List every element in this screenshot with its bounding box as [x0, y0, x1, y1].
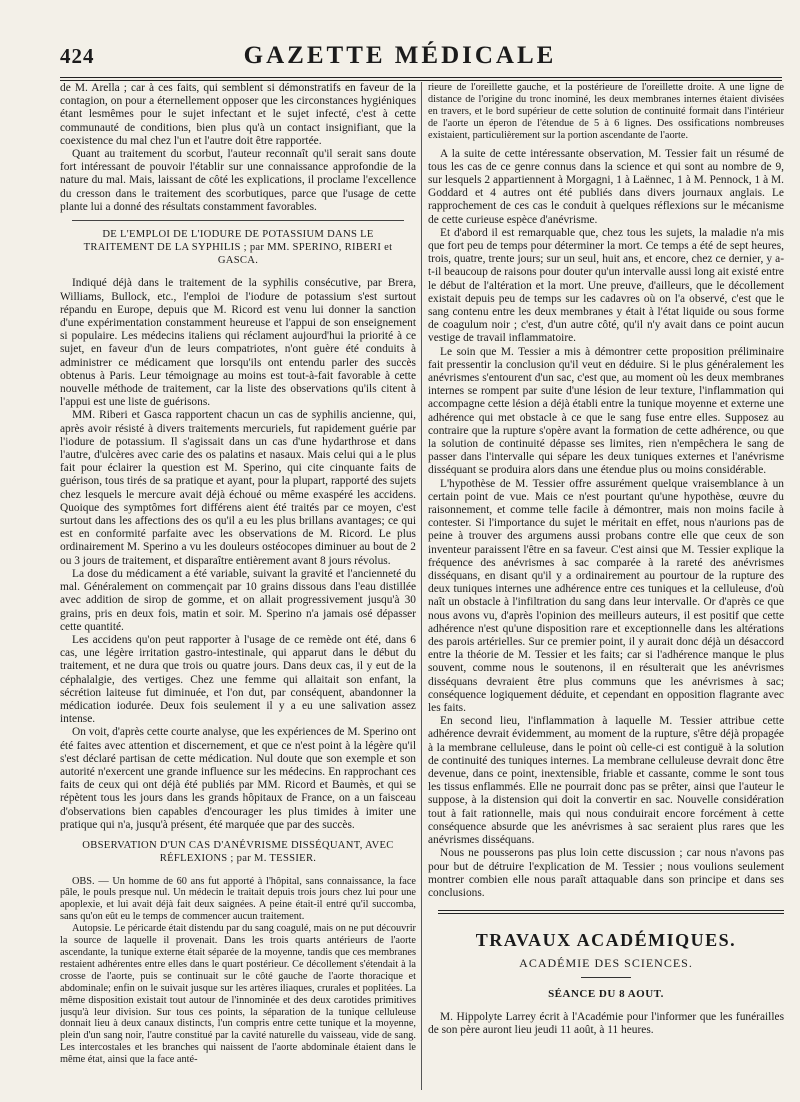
autopsy-paragraph: Autopsie. Le péricarde était distendu par du sang coagulé, mais on ne put découvrir la source de laquelle il provenait. Dans les trois quarts antérieurs de l'aorte ascendante, la tunique externe était séparée de la moyenne, tandis que ces membranes restaient adhérentes entre elles dans le quart postérieur. Ce décollement s'étendait à la crosse de l'aorte, puis se continuait sur le côté gauche de l'aorte thoracique et abdominale; enfin on le suivait jusque sur les artères iliaques, crurales et poplitées. La même disposition existait tout autour de l'innominée et des deux carotides primitives jusqu'à leur division. Sur tous ces points, la séparation de la tunique celluleuse donnait lieu à deux canaux distincts, l'un compris entre cette tunique et la moyenne, plein d'un sang noir, l'autre constitué par la cavité naturelle du vaisseau, vide de sang. Les intercostales et les branches qui naissent de l'aorte abdominale étaient dans le même état, ainsi que la face anté- — [60, 923, 416, 1066]
paragraph: En second lieu, l'inflammation à laquelle M. Tessier attribue cette adhérence devrait évidemment, au moment de la rupture, s'être déjà propagée à la membrane celluleuse, dans le point où celle-ci est contiguë à la solution de continuité des tuniques internes. La membrane celluleuse devrait donc être devenue, dans ce point, inextensible, friable et cassante, comme le sont tous les tissus enflammés. Elle ne pourrait donc pas se prêter, ainsi que l'auteur le suppose, à la distension qui doit la convertir en sac. Nouvelle considération tout à fait rationnelle, mais qui nous conduirait encore forcément à cette conséquence absurde que les anévrismes à sac seraient plus rares que les anévrismes disséquans. — [428, 715, 784, 847]
short-divider — [581, 977, 631, 978]
journal-title: GAZETTE MÉDICALE — [243, 42, 557, 69]
right-column — [428, 82, 784, 1090]
section-title-iodure: DE L'EMPLOI DE L'IODURE DE POTASSIUM DANS LE TRAITEMENT DE LA SYPHILIS ; par MM. SPERINO, RIBERI et GASCA. — [83, 229, 393, 266]
column-divider — [421, 82, 422, 1090]
page-number: 424 — [60, 44, 95, 68]
section-divider — [72, 220, 404, 221]
paragraph: MM. Riberi et Gasca rapportent chacun un cas de syphilis ancienne, qui, après avoir résisté à divers traitements mercuriels, fut rapidement guérie par l'iodure de potassium. Il s'agissait dans un cas d'une hydarthrose et dans l'autre, d'ulcères avec carie des os palatins et nasaux. Mais celui qui a le plus fait pour éclairer la question est M. Sperino, qui cite cinquante faits de guérison, tous tirés de sa pratique et ayant, pour la plupart, rapporté des sujets chez lesquels le mercure avait déjà échoué ou même exaspéré les accidens. Quoique des symptômes fort différens aient été traités par ce moyen, c'est surtout dans les affections des os qu'il a eu les plus brillans avantages; ce qui est en conformité parfaite avec les observations de M. Ricord. Le plus ordinairement M. Sperino a vu les douleurs ostéocopes diminuer au bout de 2 ou 3 jours de traitement, et disparaître entièrement avant 8 jours révolus. — [60, 409, 416, 567]
academic-section-title: TRAVAUX ACADÉMIQUES. — [475, 930, 737, 951]
paragraph: Indiqué déjà dans le traitement de la syphilis consécutive, par Brera, Williams, Bullock, etc., l'emploi de l'iodure de potassium s'est surtout répandu en Europe, depuis que M. Ricord est venu lui donner la sanction d'une expérimentation constamment heureuse et l'appui de son enseignement si populaire. Les médecins italiens qui réclament aujourd'hui la priorité à ce sujet, en faveur d'un de leurs compatriotes, n'ont guère été conduits à administrer ce médicament que lorsqu'ils ont entendu parler des succès obtenus à Paris. Leur témoignage au moins est tout-à-fait favorable à cette nouvelle méthode de traitement, car la liste des observations qu'ils citent à l'appui est une liste de guérisons. — [60, 277, 416, 409]
section-double-rule — [438, 910, 784, 914]
paragraph: La dose du médicament a été variable, suivant la gravité et l'ancienneté du mal. Généralement on commençait par 10 grains dissous dans l'eau distillée avec addition de sirop de gomme, et on allait progressivement jusqu'à 30 grains, pris en deux fois, matin et soir. M. Sperino n'a jamais osé dépasser cette quantité. — [60, 567, 416, 633]
observation-paragraph: OBS. — Un homme de 60 ans fut apporté à l'hôpital, sans connaissance, la face pâle, le pouls presque nul. Un médecin le traitait depuis trois jours chez lui pour une apoplexie, et lui avait déjà fait deux saignées. A peine était-il entré qu'il succomba, sans qu'on eût eu le temps de commencer aucun traitement. — [60, 875, 416, 923]
left-column — [60, 82, 416, 1090]
paragraph: Nous ne pousserons pas plus loin cette discussion ; car nous n'avons pas pour but de détruire l'explication de M. Tessier ; nous voulions seulement montrer combien elle nous paraît attaquable dans son principe et dans ses conclusions. — [428, 847, 784, 899]
paragraph: L'hypothèse de M. Tessier offre assurément quelque vraisemblance à un certain point de vue. Mais ce n'est pourtant qu'une hypothèse, œuvre du raisonnement, et comme telle facile à démontrer, mais non moins facile à contester. Si l'importance du sujet le méritait en effet, nous n'aurions pas de peine à trouver des argumens aussi probans contre elle que ceux de son inventeur paraissent l'être en sa faveur. C'est ainsi que M. Tessier explique la fréquence des anévrismes à sac comparée à la rareté des anévrismes disséquans, en disant qu'il y a ordinairement au pourtour de la rupture des deux tuniques internes une adhérence entre ces tuniques et la celluleuse, d'où naît un obstacle à l'infiltration du sang dans leur intervalle. Or d'après ce que nous avons vu, d'après l'opinion des meilleurs auteurs, il est positif que cette adhérence n'est qu'une disposition rare et exceptionnelle dans les altérations des parois artérielles. Sur ce premier point, il y aurait donc déjà un désaccord entre la théorie de M. Tessier et les faits; car si l'adhérence manque le plus souvent, comme nous le soutenons, il en résulterait que les anévrismes disséquans devraient être plus communs que les anévrismes à sac; conséquence logiquement déduite, et cependant en opposition flagrante avec les faits. — [428, 477, 784, 715]
session-date: SÉANCE DU 8 AOUT. — [548, 987, 664, 1000]
paragraph: Le soin que M. Tessier a mis à démontrer cette proposition préliminaire fait pressentir la conclusion qu'il veut en déduire. Si le plus généralement les anévrismes s'entourent d'un sac, c'est que, au moment où les deux membranes internes se rompent par suite d'une lésion de leur texture, l'inflammation qui accompagne cette lésion a déjà établi entre la tunique moyenne et externe une adhérence qui met obstacle à ce que le sang fuse entre elles. Supposez au contraire que la rupture s'opère avant la formation de cette adhérence, ou que la solution de continuité dépasse ses limites, rien n'empêchera le sang de passer dans l'intervalle qui sépare les deux tuniques externes et l'anévrisme disséquant se produira alors dans une étendue plus ou moins considérable. — [428, 345, 784, 477]
paragraph: M. Hippolyte Larrey écrit à l'Académie pour l'informer que les funérailles de son père auront lieu jeudi 11 août, à 11 heures. — [428, 1010, 784, 1036]
header-rule — [60, 77, 782, 81]
section-title-anevrisme: OBSERVATION D'UN CAS D'ANÉVRISME DISSÉQUANT, AVEC RÉFLEXIONS ; par M. TESSIER. — [82, 839, 394, 864]
paragraph: Quant au traitement du scorbut, l'auteur reconnaît qu'il serait sans doute fort intéressant de pouvoir l'établir sur une connaissance approfondie de la nature du mal. Mais, laissant de côté les explications, il proclame l'excellence du cresson dans le traitement des scorbutiques, parce que l'usage de cette plante lui a donné des résultats constamment favorables. — [60, 148, 416, 213]
paragraph: rieure de l'oreillette gauche, et la postérieure de l'oreillette droite. A une ligne de distance de l'origine du tronc inominé, les deux membranes internes étaient divisées en travers, et le bord supérieur de cette solution de continuité formait dans l'intérieur de l'aorte un éperon de l'étendue de 5 à 6 lignes. Des ossifications nombreuses existaient, particulièrement sur la portion ascendante de l'aorte. — [428, 82, 784, 141]
paragraph: Les accidens qu'on peut rapporter à l'usage de ce remède ont été, dans 6 cas, une légère irritation gastro-intestinale, qui apparut dans le début du traitement, et ne dura que trois ou quatre jours. Dans deux cas, il y eut de la céphalalgie, des vertiges. Chez une femme qui allaitait son enfant, la sécrétion laiteuse fut diminuée, et l'on dut, par conséquent, abandonner la médication iodurée. Deux fois seulement il y a eu une salivation assez intense. — [60, 633, 416, 726]
paragraph: A la suite de cette intéressante observation, M. Tessier fait un résumé de tous les cas de ce genre connus dans la science et qui sont au nombre de 9, sur lesquels 2 appartiennent à Morgagni, 1 à Laënnec, 1 à M. Pennock, 1 à M. Goddard et 4 autres ont été publiés dans divers journaux anglais. Le rapprochement de ces cas le conduit à quelques réflexions sur le mécanisme de cette curieuse espèce d'anévrisme. — [428, 147, 784, 226]
paragraph: de M. Arella ; car à ces faits, qui semblent si démonstratifs en faveur de la contagion, on pour a éternellement opposer que les circonstances hygiéniques étant lesmêmes pour le sujet infectant et le sujet infecté, c'est à cette communauté de conditions, bien plus qu'à un contact insignifiant, que la coexistence du mal chez l'un et l'autre doit être rapportée. — [60, 82, 416, 147]
paragraph: Et d'abord il est remarquable que, chez tous les sujets, la maladie n'a mis que fort peu de temps pour déterminer la mort. Ce temps a été de sept heures, trois, quatre, trente jours; sur un seul, huit ans, et encore, chez ce dernier, y a-t-il beaucoup de raisons pour douter qu'un intervalle aussi long ait existé entre le début de l'altération et la mort. Une preuve, d'ailleurs, que le décollement existait depuis peu de temps sur les cadavres où on l'a observé, c'est que le sang contenu entre les deux membranes y était à l'état liquide ou sous forme de coagulum noir ; c'est, d'un autre côté, qu'il n'y avait dans ce point aucun vestige de travail inflammatoire. — [428, 226, 784, 345]
academy-name: ACADÉMIE DES SCIENCES. — [519, 956, 693, 971]
paragraph: On voit, d'après cette courte analyse, que les expériences de M. Sperino ont été faites avec attention et discernement, et que ce n'est point à la légère qu'il s'est déclaré partisan de cette médication. Nul doute que son exemple et son autorité n'exercent une grande influence sur les médecins. En rapprochant ces faits de ceux qui ont déjà été publiés par MM. Ricord et Baumès, et qui se répètent tous les jours dans les grands hôpitaux de France, on a un faisceau d'observations bien capables d'encourager les plus timides à imiter une pratique qui n'a, jusqu'à présent, été marquée que par des succès. — [60, 726, 416, 831]
